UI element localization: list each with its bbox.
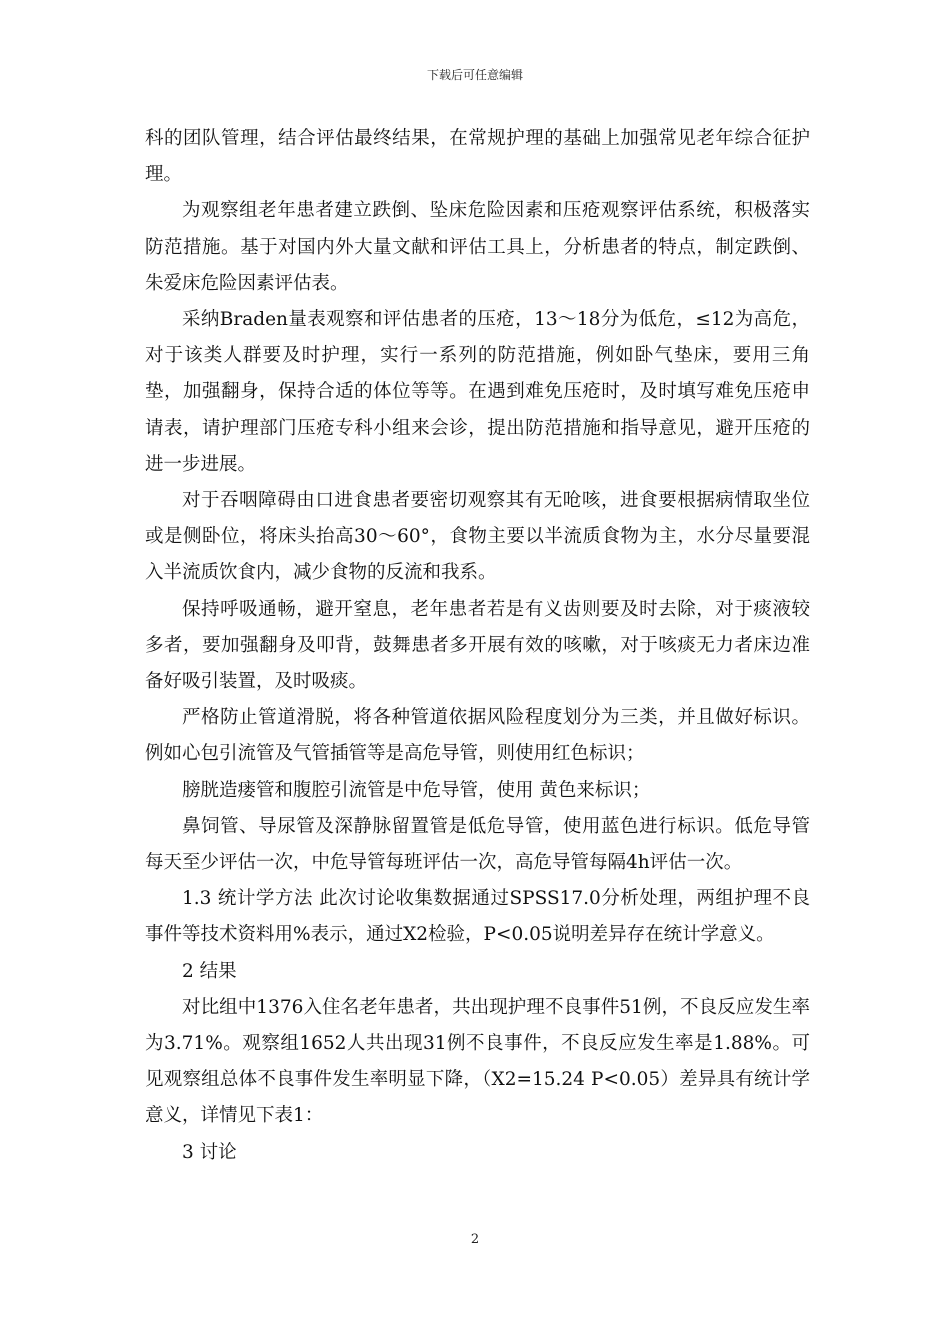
paragraph: 科的团队管理，结合评估最终结果，在常规护理的基础上加强常见老年综合征护理。 bbox=[145, 128, 810, 186]
paragraph: 保持呼吸通畅，避开窒息，老年患者若是有义齿则要及时去除，对于痰液较多者，要加强翻身及叩背，鼓舞患者多开展有效的咳嗽，对于咳痰无力者床边准备好吸引装置，及时吸痰。 bbox=[145, 598, 810, 693]
paragraph: 对于吞咽障碍由口进食患者要密切观察其有无呛咳，进食要根据病情取坐位或是侧卧位，将床头抬高30～60°，食物主要以半流质食物为主，水分尽量要混入半流质饮食内，减少食物的反流和我系。 bbox=[145, 490, 810, 584]
paragraph: 为观察组老年患者建立跌倒、坠床危险因素和压疮观察评估系统，积极落实防范措施。基于对国内外大量文献和评估工具上，分析患者的特点，制定跌倒、朱爱床危险因素评估表。 bbox=[145, 200, 810, 294]
section-heading: 3 讨论 bbox=[182, 1141, 237, 1163]
paragraph: 膀胱造瘘管和腹腔引流管是中危导管，使用 黄色来标识； bbox=[182, 779, 651, 801]
page-header: 下载后可任意编辑 bbox=[426, 68, 523, 82]
body-text bbox=[145, 121, 810, 1171]
paragraph: 鼻饲管、导尿管及深静脉留置管是低危导管，使用蓝色进行标识。低危导管每天至少评估一次，中危导管每班评估一次，高危导管每隔4h评估一次。 bbox=[145, 815, 810, 874]
paragraph: 1.3 统计学方法 此次讨论收集数据通过SPSS17.0分析处理，两组护理不良事件等技术资料用%表示，通过X2检验，P<0.05说明差异存在统计学意义。 bbox=[145, 888, 810, 946]
paragraph: 严格防止管道滑脱，将各种管道依据风险程度划分为三类，并且做好标识。例如心包引流管及气管插管等是高危导管，则使用红色标识； bbox=[145, 707, 810, 765]
page-number: 2 bbox=[470, 1232, 480, 1247]
paragraph: 采纳Braden量表观察和评估患者的压疮，13～18分为低危，≤12为高危，对于该类人群要及时护理，实行一系列的防范措施，例如卧气垫床，要用三角垫，加强翻身，保持合适的体位等等。在遇到难免压疮时，及时填写难免压疮申请表，请护理部门压疮专科小组来会诊，提出防范措施和指导意见，避开压疮的进一步进展。 bbox=[145, 309, 810, 475]
section-heading: 2 结果 bbox=[182, 960, 237, 982]
paragraph: 对比组中1376入住名老年患者，共出现护理不良事件51例，不良反应发生率为3.71%。观察组1652人共出现31例不良事件，不良反应发生率是1.88%。可见观察组总体不良事件发生率明显下降，（X2=15.24 P<0.05）差异具有统计学意义，详情见下表1： bbox=[145, 996, 810, 1127]
